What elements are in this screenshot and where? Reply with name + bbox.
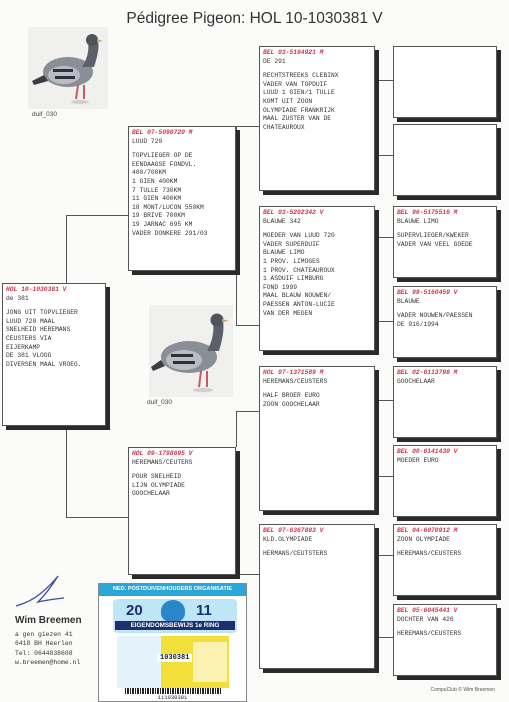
pigeon-name: DE 291: [263, 57, 286, 65]
pedigree-card-dam-sire[interactable]: [259, 366, 375, 511]
pedigree-card-dd-dam[interactable]: [393, 604, 497, 676]
ring-number: BEL 07-6367883 V: [263, 527, 324, 534]
footer-credit: CompuClub © Wim Breemen: [430, 687, 495, 693]
pedigree-card-subject[interactable]: [2, 283, 106, 426]
pigeon-name: GOOCHELAAR: [397, 377, 435, 385]
connector-line: [236, 126, 237, 214]
pigeon-info: HALF BROER EURO ZOON GOOCHELAAR: [263, 392, 320, 408]
pigeon-info: POUR SNELHEID LIJN OLYMPIADE GOOCHELAAR: [132, 473, 185, 498]
pigeon-name: BLAUWE: [397, 297, 420, 305]
pigeon-info: SUPERVLIEGER/KWEKER VADER VAN VEEL GOEDE: [397, 232, 473, 248]
ring-number: HOL 10-1030381 V: [6, 286, 67, 293]
signature: [12, 572, 72, 612]
ring-number: HOL 07-1371589 M: [263, 369, 324, 376]
ring-number: BEL 96-5175516 M: [397, 209, 458, 216]
pedigree-card-dd-sire[interactable]: [393, 524, 497, 596]
pigeon-info: HEREMANS/CEUSTERS: [397, 550, 462, 558]
pigeon-info: HEREMANS/CEUSTERS: [397, 630, 462, 638]
connector-line: [66, 517, 128, 518]
ring-number: BEL 04-6070912 M: [397, 527, 458, 534]
ring-number: BEL 03-5194921 M: [263, 49, 324, 56]
pedigree-card-sire-dam[interactable]: [259, 206, 375, 351]
page-title: Pédigree Pigeon: HOL 10-1030381 V: [126, 10, 383, 27]
barcode-number: 111030381: [157, 694, 188, 701]
pigeon-info: MOEDER VAN LUUD 720 VADER SUPERDUIF BLAUWE LIMO 1 PROV. LIMOGES 1 PROV. CHATEAUROUX 1 ASDUIF LIMBURG FOND 1999 MAAL BLAUW NOUWEN/ PAESSEN ANTON-LUCIE VAN DER MEGEN: [263, 232, 335, 317]
connector-line: [375, 80, 376, 155]
connector-line: [66, 215, 128, 216]
certificate-ring-number: 1030381: [157, 654, 192, 662]
pigeon-photo-top: [28, 27, 108, 109]
pedigree-card-sire[interactable]: [128, 126, 236, 271]
pigeon-name: LUUD 720: [132, 137, 163, 145]
lion-emblem-icon: [161, 600, 185, 622]
certificate-year-left: 20: [126, 602, 143, 619]
connector-line: [236, 270, 237, 325]
connector-line: [375, 637, 393, 638]
pigeon-name: MOEDER EURO: [397, 456, 439, 464]
connector-line: [236, 126, 259, 127]
ring-number: BEL 99-5160459 V: [397, 289, 458, 296]
connector-line: [375, 555, 376, 637]
connector-line: [236, 325, 259, 326]
pigeon-name: HEREMANS/CEUTERS: [132, 458, 193, 466]
ring-number: BEL 00-6141430 V: [397, 448, 458, 455]
certificate-heading: EIGENDOMSBEWIJS 1e RING: [115, 621, 235, 630]
ring-number: BEL 07-5090720 M: [132, 129, 193, 136]
connector-line: [66, 215, 67, 283]
connector-line: [236, 411, 259, 412]
pigeon-name: HEREMANS/CEUSTERS: [263, 377, 328, 385]
connector-line: [375, 155, 393, 156]
connector-line: [375, 555, 393, 556]
pedigree-card-sire-sire[interactable]: [259, 46, 375, 191]
connector-line: [375, 321, 393, 322]
pigeon-name: BLAUWE 342: [263, 217, 301, 225]
connector-line: [375, 476, 393, 477]
pedigree-card-sd-dam[interactable]: [393, 286, 497, 358]
pigeon-info: JONG UIT TOPVLIEGER LUUD 720 MAAL SNELHEID HEREMANS CEUSTERS VIA EIJERKAMP DE 381 VLOOG DIVERSEN MAAL VROEG.: [6, 309, 82, 368]
pedigree-card-empty[interactable]: [393, 124, 497, 196]
pigeon-name: ZOON OLYMPIADE: [397, 535, 450, 543]
certificate-year-right: 11: [196, 602, 212, 619]
pigeon-name: DOCHTER VAN 426: [397, 615, 454, 623]
breeder-address: a gen giezen 41 6418 BH Heerlen Tel: 0644838608 w.breemen@home.nl: [15, 631, 81, 666]
connector-line: [375, 400, 376, 476]
pedigree-card-ds-sire[interactable]: [393, 366, 497, 438]
pigeon-info: TOPVLIEGER OP DE EENDAAGSE FONDVL. 400/700KM 1 GIEN 400KM 7 TULLE 730KM 11 GIEN 400KM 18 MONT/LUCON 550KM 19 BRIVE 700KM 19 JARNAC 695 KM VADER DONKERE 291/03: [132, 152, 208, 237]
pedigree-card-dam[interactable]: [128, 447, 236, 575]
ownership-certificate: [98, 583, 247, 702]
pigeon-name: KLD.OLYMPIADE: [263, 535, 313, 543]
connector-line: [236, 520, 237, 574]
connector-line: [375, 237, 376, 321]
pedigree-card-sd-sire[interactable]: [393, 206, 497, 278]
connector-line: [66, 426, 67, 517]
connector-line: [236, 574, 259, 575]
pigeon-name: de 381: [6, 294, 29, 302]
pigeon-name: BLAUWE LIMO: [397, 217, 439, 225]
ring-number: BEL 03-5202342 V: [263, 209, 324, 216]
connector-line: [375, 400, 393, 401]
pedigree-card-ds-dam[interactable]: [393, 445, 497, 517]
ring-number: BEL 05-6045441 V: [397, 607, 458, 614]
pedigree-card-dam-dam[interactable]: [259, 524, 375, 669]
photo-caption-top: duif_030: [32, 111, 57, 118]
ring-number: HOL 09-1798695 V: [132, 450, 193, 457]
connector-line: [375, 80, 393, 81]
ring-number: BEL 02-6113798 M: [397, 369, 458, 376]
pigeon-photo-mid: [149, 305, 233, 397]
photo-caption-mid: duif_030: [147, 399, 172, 406]
pigeon-info: VADER NOUWEN/PAESSEN DE 916/1994: [397, 312, 473, 328]
certificate-org: NED. POSTDUIVENHOUDERS ORGANISATIE: [112, 586, 233, 592]
pigeon-info: HERMANS/CEUTSTERS: [263, 550, 328, 558]
pigeon-info: RECHTSTREEKS CLEBINX VADER VAN TOPDUIF LUUD 1 GIEN/1 TULLE KOMT UIT ZOON OLYMPIADE FRANKRIJK MAAL ZUSTER VAN DE CHATEAUROUX: [263, 72, 339, 131]
pedigree-card-empty[interactable]: [393, 46, 497, 118]
breeder-name: Wim Breemen: [15, 615, 82, 626]
connector-line: [375, 237, 393, 238]
connector-line: [236, 411, 237, 447]
